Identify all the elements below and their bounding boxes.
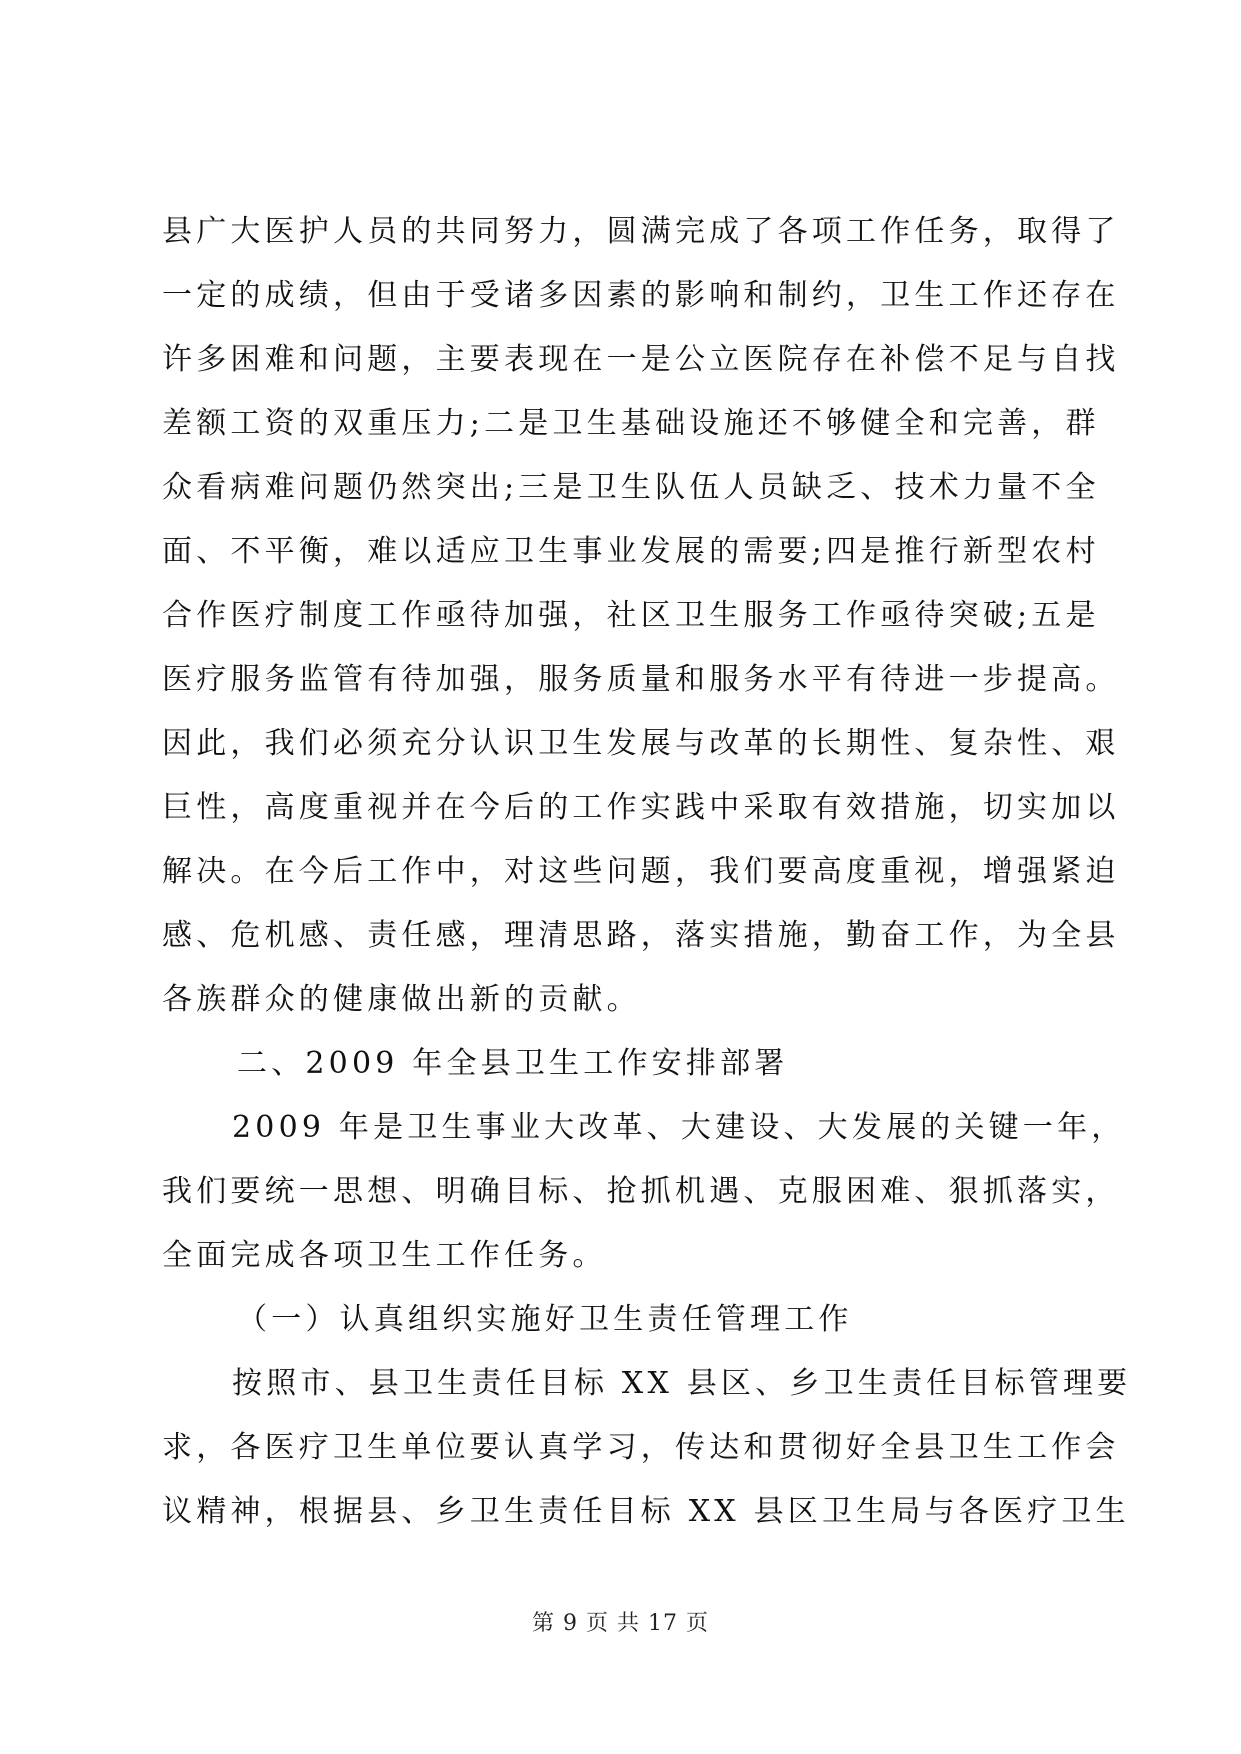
paragraph-line: 合作医疗制度工作亟待加强，社区卫生服务工作亟待突破;五是	[162, 598, 1100, 633]
paragraph-line: 差额工资的双重压力;二是卫生基础设施还不够健全和完善，群	[162, 406, 1100, 441]
paragraph-line: 全面完成各项卫生工作任务。	[162, 1238, 607, 1273]
paragraph-line: 解决。在今后工作中，对这些问题，我们要高度重视，增强紧迫	[162, 854, 1120, 889]
paragraph-line: 2009 年是卫生事业大改革、大建设、大发展的关键一年，	[232, 1110, 1126, 1145]
subsection-heading: （一）认真组织实施好卫生责任管理工作	[237, 1302, 853, 1337]
paragraph-line: 巨性，高度重视并在今后的工作实践中采取有效措施，切实加以	[162, 790, 1120, 825]
paragraph-line: 县广大医护人员的共同努力，圆满完成了各项工作任务，取得了	[162, 214, 1120, 249]
paragraph-line: 医疗服务监管有待加强，服务质量和服务水平有待进一步提高。	[162, 662, 1120, 697]
paragraph-line: 感、危机感、责任感，理清思路，落实措施，勤奋工作，为全县	[162, 918, 1120, 953]
paragraph-line: 我们要统一思想、明确目标、抢抓机遇、克服困难、狠抓落实，	[162, 1174, 1120, 1209]
paragraph-line: 各族群众的健康做出新的贡献。	[162, 982, 641, 1017]
paragraph-line: 因此，我们必须充分认识卫生发展与改革的长期性、复杂性、艰	[162, 726, 1120, 761]
paragraph-line: 按照市、县卫生责任目标 XX 县区、乡卫生责任目标管理要	[232, 1366, 1132, 1401]
paragraph-line: 求，各医疗卫生单位要认真学习，传达和贯彻好全县卫生工作会	[162, 1430, 1120, 1465]
document-body	[162, 200, 1132, 1544]
paragraph-line: 一定的成绩，但由于受诸多因素的影响和制约，卫生工作还存在	[162, 278, 1120, 313]
paragraph-line: 许多困难和问题，主要表现在一是公立医院存在补偿不足与自找	[162, 342, 1120, 377]
paragraph-line: 面、不平衡，难以适应卫生事业发展的需要;四是推行新型农村	[162, 534, 1100, 569]
page-number-footer: 第 9 页 共 17 页	[532, 1611, 709, 1636]
paragraph-line: 众看病难问题仍然突出;三是卫生队伍人员缺乏、技术力量不全	[162, 470, 1100, 505]
paragraph-line: 议精神，根据县、乡卫生责任目标 XX 县区卫生局与各医疗卫生	[162, 1494, 1130, 1529]
section-heading: 二、2009 年全县卫生工作安排部署	[237, 1046, 789, 1081]
